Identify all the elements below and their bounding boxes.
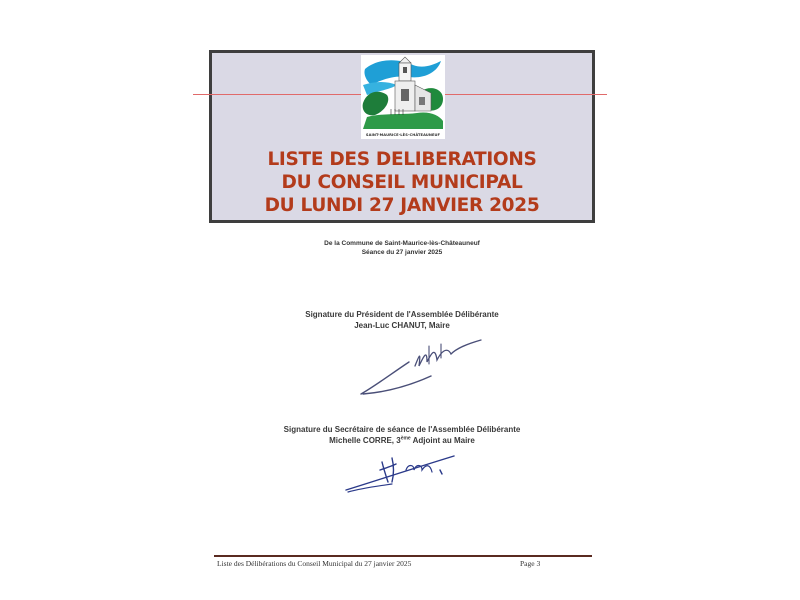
title-line-3: DU LUNDI 27 JANVIER 2025	[264, 195, 540, 216]
footer-title: Liste des Délibérations du Conseil Municipal du 27 janvier 2025	[217, 559, 412, 568]
secretary-name	[209, 435, 595, 446]
logo-caption: SAINT-MAURICE-LÈS-CHÂTEAUNEUF	[365, 133, 441, 137]
president-signature-block	[209, 309, 595, 331]
title-line-1: LISTE DES DELIBERATIONS	[267, 149, 537, 170]
secretary-name-sup: ème	[400, 435, 411, 442]
secretary-signature-block	[209, 424, 595, 446]
church-tower-logo-icon	[361, 55, 445, 133]
secretary-signature-icon	[342, 448, 458, 498]
secretary-name-suffix: Adjoint au Maire	[410, 436, 475, 445]
document-title	[209, 148, 595, 217]
secretary-name-prefix: Michelle CORRE, 3	[329, 436, 401, 445]
president-name: Jean-Luc CHANUT, Maire	[354, 321, 450, 330]
page-number: Page 3	[520, 559, 541, 568]
secretary-heading: Signature du Secrétaire de séance de l'Assemblée Délibérante	[283, 425, 521, 434]
session-date: Séance du 27 janvier 2025	[361, 248, 443, 256]
commune-info	[209, 240, 595, 257]
footer-rule	[214, 555, 592, 557]
commune-logo	[361, 55, 445, 139]
president-heading: Signature du Président de l'Assemblée Délibérante	[305, 310, 499, 319]
president-signature-icon	[357, 336, 487, 400]
commune-name: De la Commune de Saint-Maurice-lès-Châteauneuf	[324, 240, 480, 247]
title-line-2: DU CONSEIL MUNICIPAL	[281, 172, 523, 193]
